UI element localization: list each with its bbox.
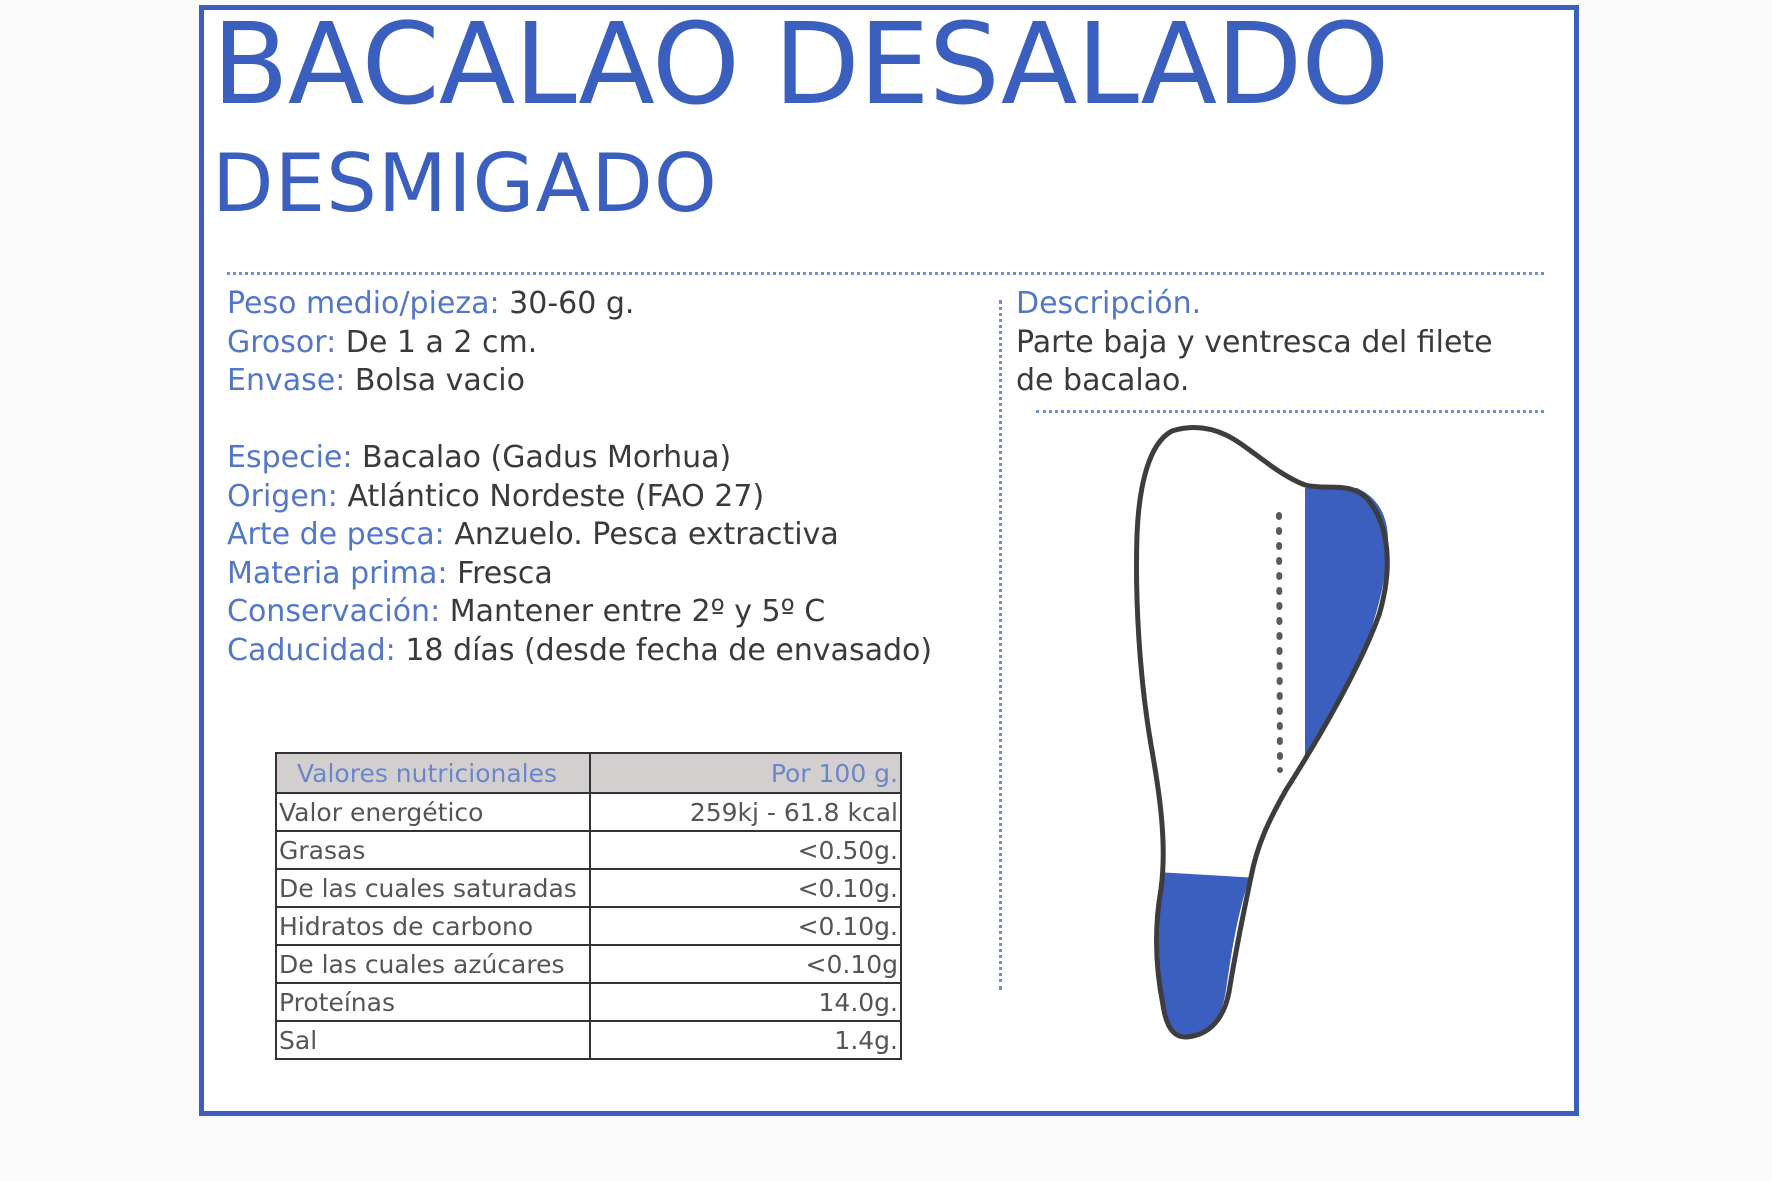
nutrient-value: 259kj - 61.8 kcal — [590, 793, 901, 831]
table-row — [276, 793, 901, 831]
spec-conservacion-label: Conservación: — [227, 594, 441, 629]
spec-especie-label: Especie: — [227, 440, 353, 475]
nutrient-name: Grasas — [276, 831, 590, 869]
spec-spacer — [227, 401, 932, 440]
spec-conservacion — [227, 593, 932, 632]
nutrient-name: De las cuales azúcares — [276, 945, 590, 983]
nutrient-value: 14.0g. — [590, 983, 901, 1021]
nutrient-value: <0.10g. — [590, 869, 901, 907]
spec-arte — [227, 516, 932, 555]
spec-envase — [227, 362, 932, 401]
nutrient-name: De las cuales saturadas — [276, 869, 590, 907]
spec-grosor — [227, 324, 932, 363]
spec-origen-label: Origen: — [227, 478, 338, 514]
nutrient-name: Sal — [276, 1021, 590, 1059]
nutrient-name: Proteínas — [276, 983, 590, 1021]
description-text-line-2: de bacalao. — [1016, 363, 1190, 398]
spec-materia-label: Materia prima: — [227, 555, 448, 591]
table-row — [276, 869, 901, 907]
description-divider — [1036, 410, 1544, 413]
nutrient-value: <0.50g. — [590, 831, 901, 869]
spec-envase-value: Bolsa vacio — [354, 363, 526, 398]
nutrition-header-row — [276, 753, 901, 793]
top-divider — [227, 272, 1544, 275]
product-specs — [227, 285, 932, 670]
spec-arte-value: Anzuelo. Pesca extractiva — [454, 517, 839, 552]
product-subtitle: DESMIGADO — [212, 137, 718, 230]
table-row — [276, 945, 901, 983]
nutrient-value: 1.4g. — [590, 1021, 901, 1059]
table-row — [276, 1021, 901, 1059]
spec-grosor-value: De 1 a 2 cm. — [345, 324, 538, 360]
spec-caducidad-label: Caducidad: — [227, 632, 396, 668]
spec-peso-label: Peso medio/pieza: — [227, 286, 500, 321]
spec-peso-value: 30-60 g. — [509, 286, 635, 321]
spec-envase-label: Envase: — [227, 363, 346, 398]
spec-arte-label: Arte de pesca: — [227, 517, 445, 552]
table-row — [276, 907, 901, 945]
spec-materia — [227, 555, 932, 594]
spec-grosor-label: Grosor: — [227, 324, 337, 360]
nutrient-value: <0.10g — [590, 945, 901, 983]
nutrient-name: Valor energético — [276, 793, 590, 831]
spec-materia-value: Fresca — [457, 555, 553, 591]
spec-especie — [227, 439, 932, 478]
spec-caducidad — [227, 632, 932, 671]
description-title: Descripción. — [1016, 286, 1202, 321]
nutrient-name: Hidratos de carbono — [276, 907, 590, 945]
description-block — [1016, 285, 1556, 401]
spec-especie-value: Bacalao (Gadus Morhua) — [362, 440, 732, 475]
spec-origen — [227, 478, 932, 517]
cod-fillet-illustration — [1109, 415, 1449, 1075]
description-text-line-1: Parte baja y ventresca del filete — [1016, 324, 1493, 360]
product-title: BACALAO DESALADO — [212, 0, 1389, 130]
spec-origen-value: Atlántico Nordeste (FAO 27) — [347, 478, 765, 514]
product-card — [199, 0, 1579, 1116]
fillet-cut-line — [1279, 515, 1280, 770]
spec-conservacion-value: Mantener entre 2º y 5º C — [449, 594, 826, 629]
spec-caducidad-value: 18 días (desde fecha de envasado) — [405, 632, 933, 668]
table-row — [276, 983, 901, 1021]
nutrition-header-value: Por 100 g. — [590, 753, 901, 793]
nutrition-table — [275, 752, 902, 1060]
table-row — [276, 831, 901, 869]
column-divider — [999, 300, 1002, 990]
nutrition-header-label: Valores nutricionales — [276, 753, 590, 793]
spec-peso — [227, 285, 932, 324]
nutrient-value: <0.10g. — [590, 907, 901, 945]
